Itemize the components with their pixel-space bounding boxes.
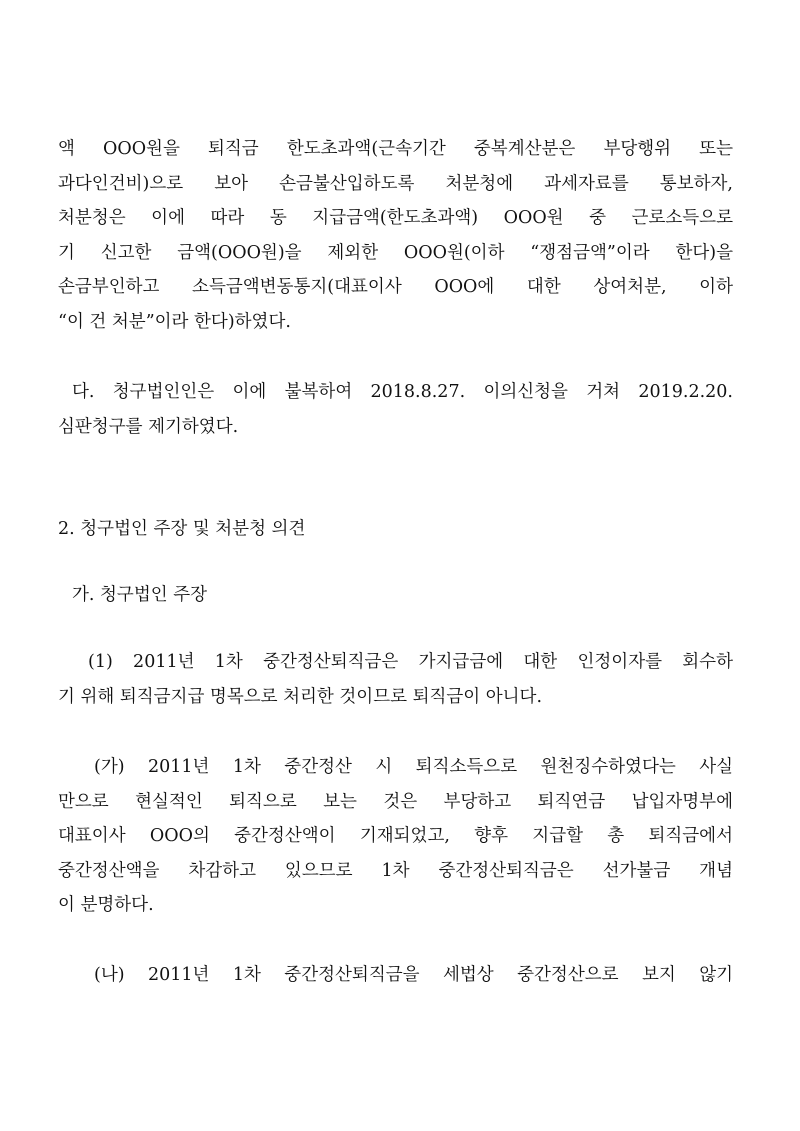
paragraph-5 — [58, 958, 733, 993]
paragraph-1 — [58, 132, 733, 339]
paragraph-line: 과다인건비)으로 보아 손금불산입하도록 처분청에 과세자료를 통보하자, — [58, 173, 733, 194]
paragraph-line: 중간정산액을 차감하고 있으므로 1차 중간정산퇴직금은 선가불금 개념 — [58, 860, 733, 881]
paragraph-line: 만으로 현실적인 퇴직으로 보는 것은 부당하고 퇴직연금 납입자명부에 — [58, 791, 733, 812]
paragraph-3 — [58, 645, 733, 714]
paragraph-line: “이 건 처분”이라 한다)하였다. — [58, 311, 291, 332]
paragraph-line: 이 분명하다. — [58, 895, 154, 915]
paragraph-line: (가) 2011년 1차 중간정산 시 퇴직소득으로 원천징수하였다는 사실 — [94, 757, 733, 777]
paragraph-line: (1) 2011년 1차 중간정산퇴직금은 가지급금에 대한 인정이자를 회수하 — [88, 652, 733, 672]
section-heading: 2. 청구법인 주장 및 처분청 의견 — [58, 519, 306, 539]
paragraph-line: 액 OOO원을 퇴직금 한도초과액(근속기간 중복계산분은 부당행위 또는 — [58, 139, 733, 159]
paragraph-4 — [58, 750, 733, 923]
paragraph-line: 기 신고한 금액(OOO원)을 제외한 OOO원(이하 “쟁점금액”이라 한다)을 — [58, 242, 733, 263]
paragraph-line: (나) 2011년 1차 중간정산퇴직금을 세법상 중간정산으로 보지 않기 — [94, 965, 733, 985]
paragraph-line: 다. 청구법인인은 이에 불복하여 2018.8.27. 이의신청을 거쳐 2019.2.20. — [72, 382, 733, 402]
paragraph-line: 기 위해 퇴직금지급 명목으로 처리한 것이므로 퇴직금이 아니다. — [58, 686, 543, 707]
paragraph-line: 손금부인하고 소득금액변동통지(대표이사 OOO에 대한 상여처분, 이하 — [58, 277, 733, 297]
paragraph-line: 처분청은 이에 따라 동 지급금액(한도초과액) OOO원 중 근로소득으로 — [58, 208, 733, 228]
paragraph-line: 심판청구를 제기하였다. — [58, 416, 239, 437]
paragraph-2 — [58, 375, 733, 444]
paragraph-line: 대표이사 OOO의 중간정산액이 기재되었고, 향후 지급할 총 퇴직금에서 — [58, 826, 733, 846]
subsection-heading: 가. 청구법인 주장 — [72, 585, 208, 605]
